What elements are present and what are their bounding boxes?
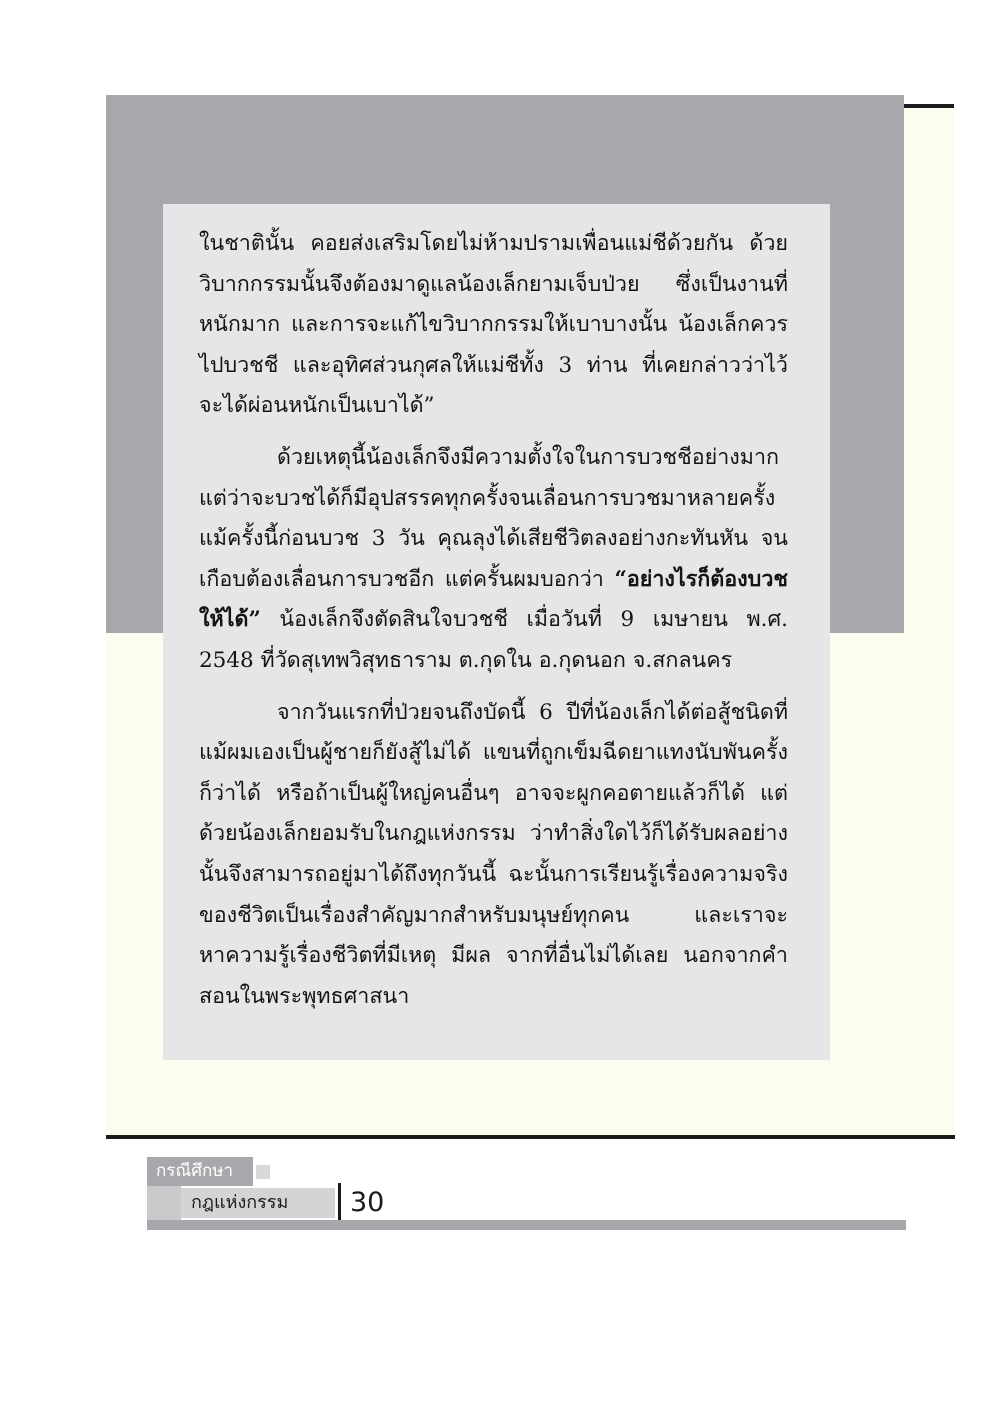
paragraph-2-start: ด้วยเหตุนี้น้องเล็กจึงมีความตั้งใจในการบวชชีอย่างมาก แต่ว่าจะบวชได้ก็มีอุปสรรคทุกครั้งจนเลื่อนการบวชมาหลายครั้ง แม้ครั้งนี้ก่อนบวช 3 วัน คุณลุงได้เสียชีวิตลงอย่างกะทันหัน จนเกือบต้องเลื่อนการบวชอีก แต่ครั้นผมบอกว่า xyxy=(199,444,788,592)
footer-category-label: กรณีศึกษา xyxy=(147,1157,253,1186)
footer-divider xyxy=(338,1183,341,1220)
footer-book-title: กฎแห่งกรรม xyxy=(181,1188,335,1218)
bottom-rule-line xyxy=(106,1135,955,1139)
paragraph-1: ในชาตินั้น คอยส่งเสริมโดยไม่ห้ามปรามเพื่อนแม่ชีด้วยกัน ด้วยวิบากกรรมนั้นจึงต้องมาดูแลน้องเล็กยามเจ็บป่วย ซึ่งเป็นงานที่หนักมาก และการจะแก้ไขวิบากกรรมให้เบาบางนั้น น้องเล็กควรไปบวชชี และอุทิศส่วนกุศลให้แม่ชีทั้ง 3 ท่าน ที่เคยกล่าวว่าไว้ จะได้ผ่อนหนักเป็นเบาได้” xyxy=(199,231,788,419)
footer-decorative-stripe xyxy=(147,1186,181,1220)
paragraph-2-end: น้องเล็กจึงตัดสินใจบวชชี เมื่อวันที่ 9 เมษายน พ.ศ. 2548 ที่วัดสุเทพวิสุทธาราม ต.กุดใน อ.กุดนอก จ.สกลนคร xyxy=(199,607,788,673)
paragraph-3: จากวันแรกที่ป่วยจนถึงบัดนี้ 6 ปีที่น้องเล็กได้ต่อสู้ชนิดที่แม้ผมเองเป็นผู้ชายก็ยังสู้ไม่ได้ แขนที่ถูกเข็มฉีดยาแทงนับพันครั้งก็ว่าได้ หรือถ้าเป็นผู้ใหญ่คนอื่นๆ อาจจะผูกคอตายแล้วก็ได้ แต่ด้วยน้องเล็กยอมรับในกฎแห่งกรรม ว่าทำสิ่งใดไว้ก็ได้รับผลอย่างนั้นจึงสามารถอยู่มาได้ถึงทุกวันนี้ ฉะนั้นการเรียนรู้เรื่องความจริงของชีวิตเป็นเรื่องสำคัญมากสำหรับมนุษย์ทุกคน และเราจะหาความรู้เรื่องชีวิตที่มีเหตุ มีผล จากที่อื่นไม่ได้เลย นอกจากคำสอนในพระพุทธศาสนา xyxy=(199,699,788,1009)
top-rule-line xyxy=(904,104,954,108)
page-number: 30 xyxy=(350,1187,385,1218)
paragraph-2-emphasis: “อย่างไรก็ต้องบวชให้ได้” xyxy=(199,566,788,633)
footer-decorative-square xyxy=(256,1165,270,1179)
paragraph-2 xyxy=(199,438,788,682)
story-text-box xyxy=(163,204,830,1060)
footer-grey-bar xyxy=(147,1220,906,1230)
